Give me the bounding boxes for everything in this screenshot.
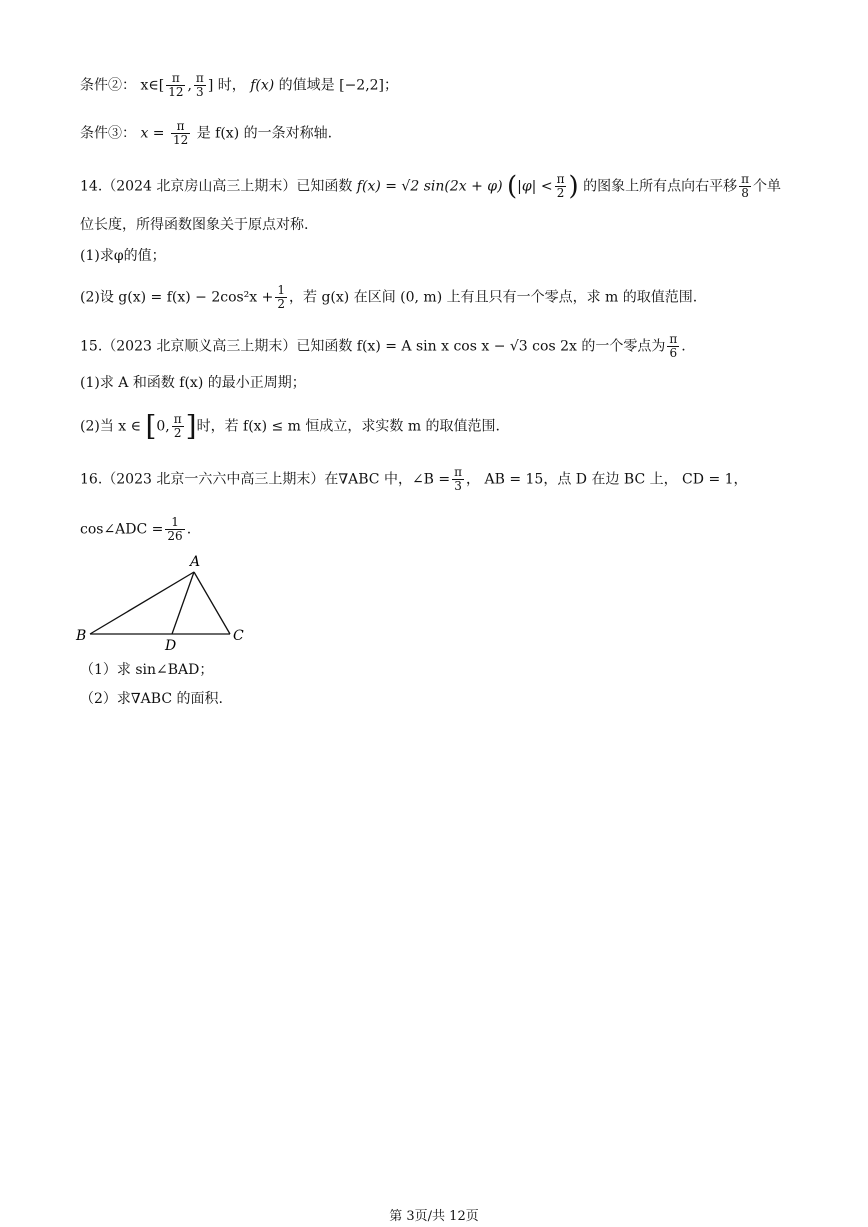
question-16-line2: cos∠ADC = $\frac{1}{26}$ .	[80, 515, 192, 543]
fraction-pi-6: $\frac{\pi}{6}$	[669, 332, 678, 360]
segment-AD	[172, 572, 194, 634]
question-14-line2: 位长度，所得函数图象关于原点对称.	[80, 217, 309, 233]
fraction-pi-2: $\frac{\pi}{2}$	[556, 172, 565, 200]
condition-2: 条件②： x∈[ $\frac{\pi}{12}$ , $\frac{\pi}{3}$ ] 时， f(x) 的值域是 [−2,2]；	[80, 71, 399, 99]
label-A: A	[190, 554, 201, 570]
question-16-part1: （1）求 sin∠BAD；	[80, 662, 214, 678]
segment-AC	[194, 572, 230, 634]
segment-BA	[90, 572, 194, 634]
label-D: D	[165, 638, 177, 654]
condition-3: 条件③： x = $\frac{\pi}{12}$ 是 f(x) 的一条对称轴.	[80, 119, 333, 147]
fraction-pi-3: $\frac{\pi}{3}$	[454, 465, 463, 493]
label-C: C	[233, 628, 244, 644]
question-16-line1: 16.（2023 北京一六六中高三上期末）在∇ABC 中，∠B = $\frac{\pi}{3}$ ， AB = 15，点 D 在边 BC 上， CD = 1，	[80, 465, 748, 493]
label-B: B	[76, 628, 87, 644]
fraction-pi-3: $\frac{\pi}{3}$	[195, 71, 204, 99]
question-14-part1: (1)求φ的值；	[80, 248, 166, 264]
fraction-1-26: $\frac{1}{26}$	[167, 515, 183, 543]
question-14-line1: 14.（2024 北京房山高三上期末）已知函数 f(x) = √2 sin(2x + φ) (|φ| < $\frac{\pi}{2}$ ) 的图象上所有点向右平移 $\frac{\pi}{8}$ 个单	[80, 171, 781, 202]
question-15-part1: (1)求 A 和函数 f(x) 的最小正周期；	[80, 375, 306, 391]
question-14-part2: (2)设 g(x) = f(x) − 2cos²x + $\frac{1}{2}$ ，若 g(x) 在区间 (0, m) 上有且只有一个零点，求 m 的取值范围.	[80, 283, 698, 311]
page-footer: 第 3页/共 12页	[389, 1209, 479, 1224]
fraction-pi-12: $\frac{\pi}{12}$	[168, 71, 184, 99]
fraction-1-2: $\frac{1}{2}$	[277, 283, 286, 311]
question-15-part2: (2)当 x ∈ [0, $\frac{\pi}{2}$ ]时，若 f(x) ≤ m 恒成立，求实数 m 的取值范围.	[80, 409, 501, 443]
fraction-pi-12: $\frac{\pi}{12}$	[172, 119, 189, 147]
triangle-diagram	[70, 550, 260, 660]
question-16-part2: （2）求∇ABC 的面积.	[80, 691, 223, 707]
question-15-line1: 15.（2023 北京顺义高三上期末）已知函数 f(x) = A sin x cos x − √3 cos 2x 的一个零点为 $\frac{\pi}{6}$ .	[80, 332, 686, 360]
fraction-pi-2: $\frac{\pi}{2}$	[173, 412, 182, 440]
fraction-pi-8: $\frac{\pi}{8}$	[741, 172, 749, 200]
